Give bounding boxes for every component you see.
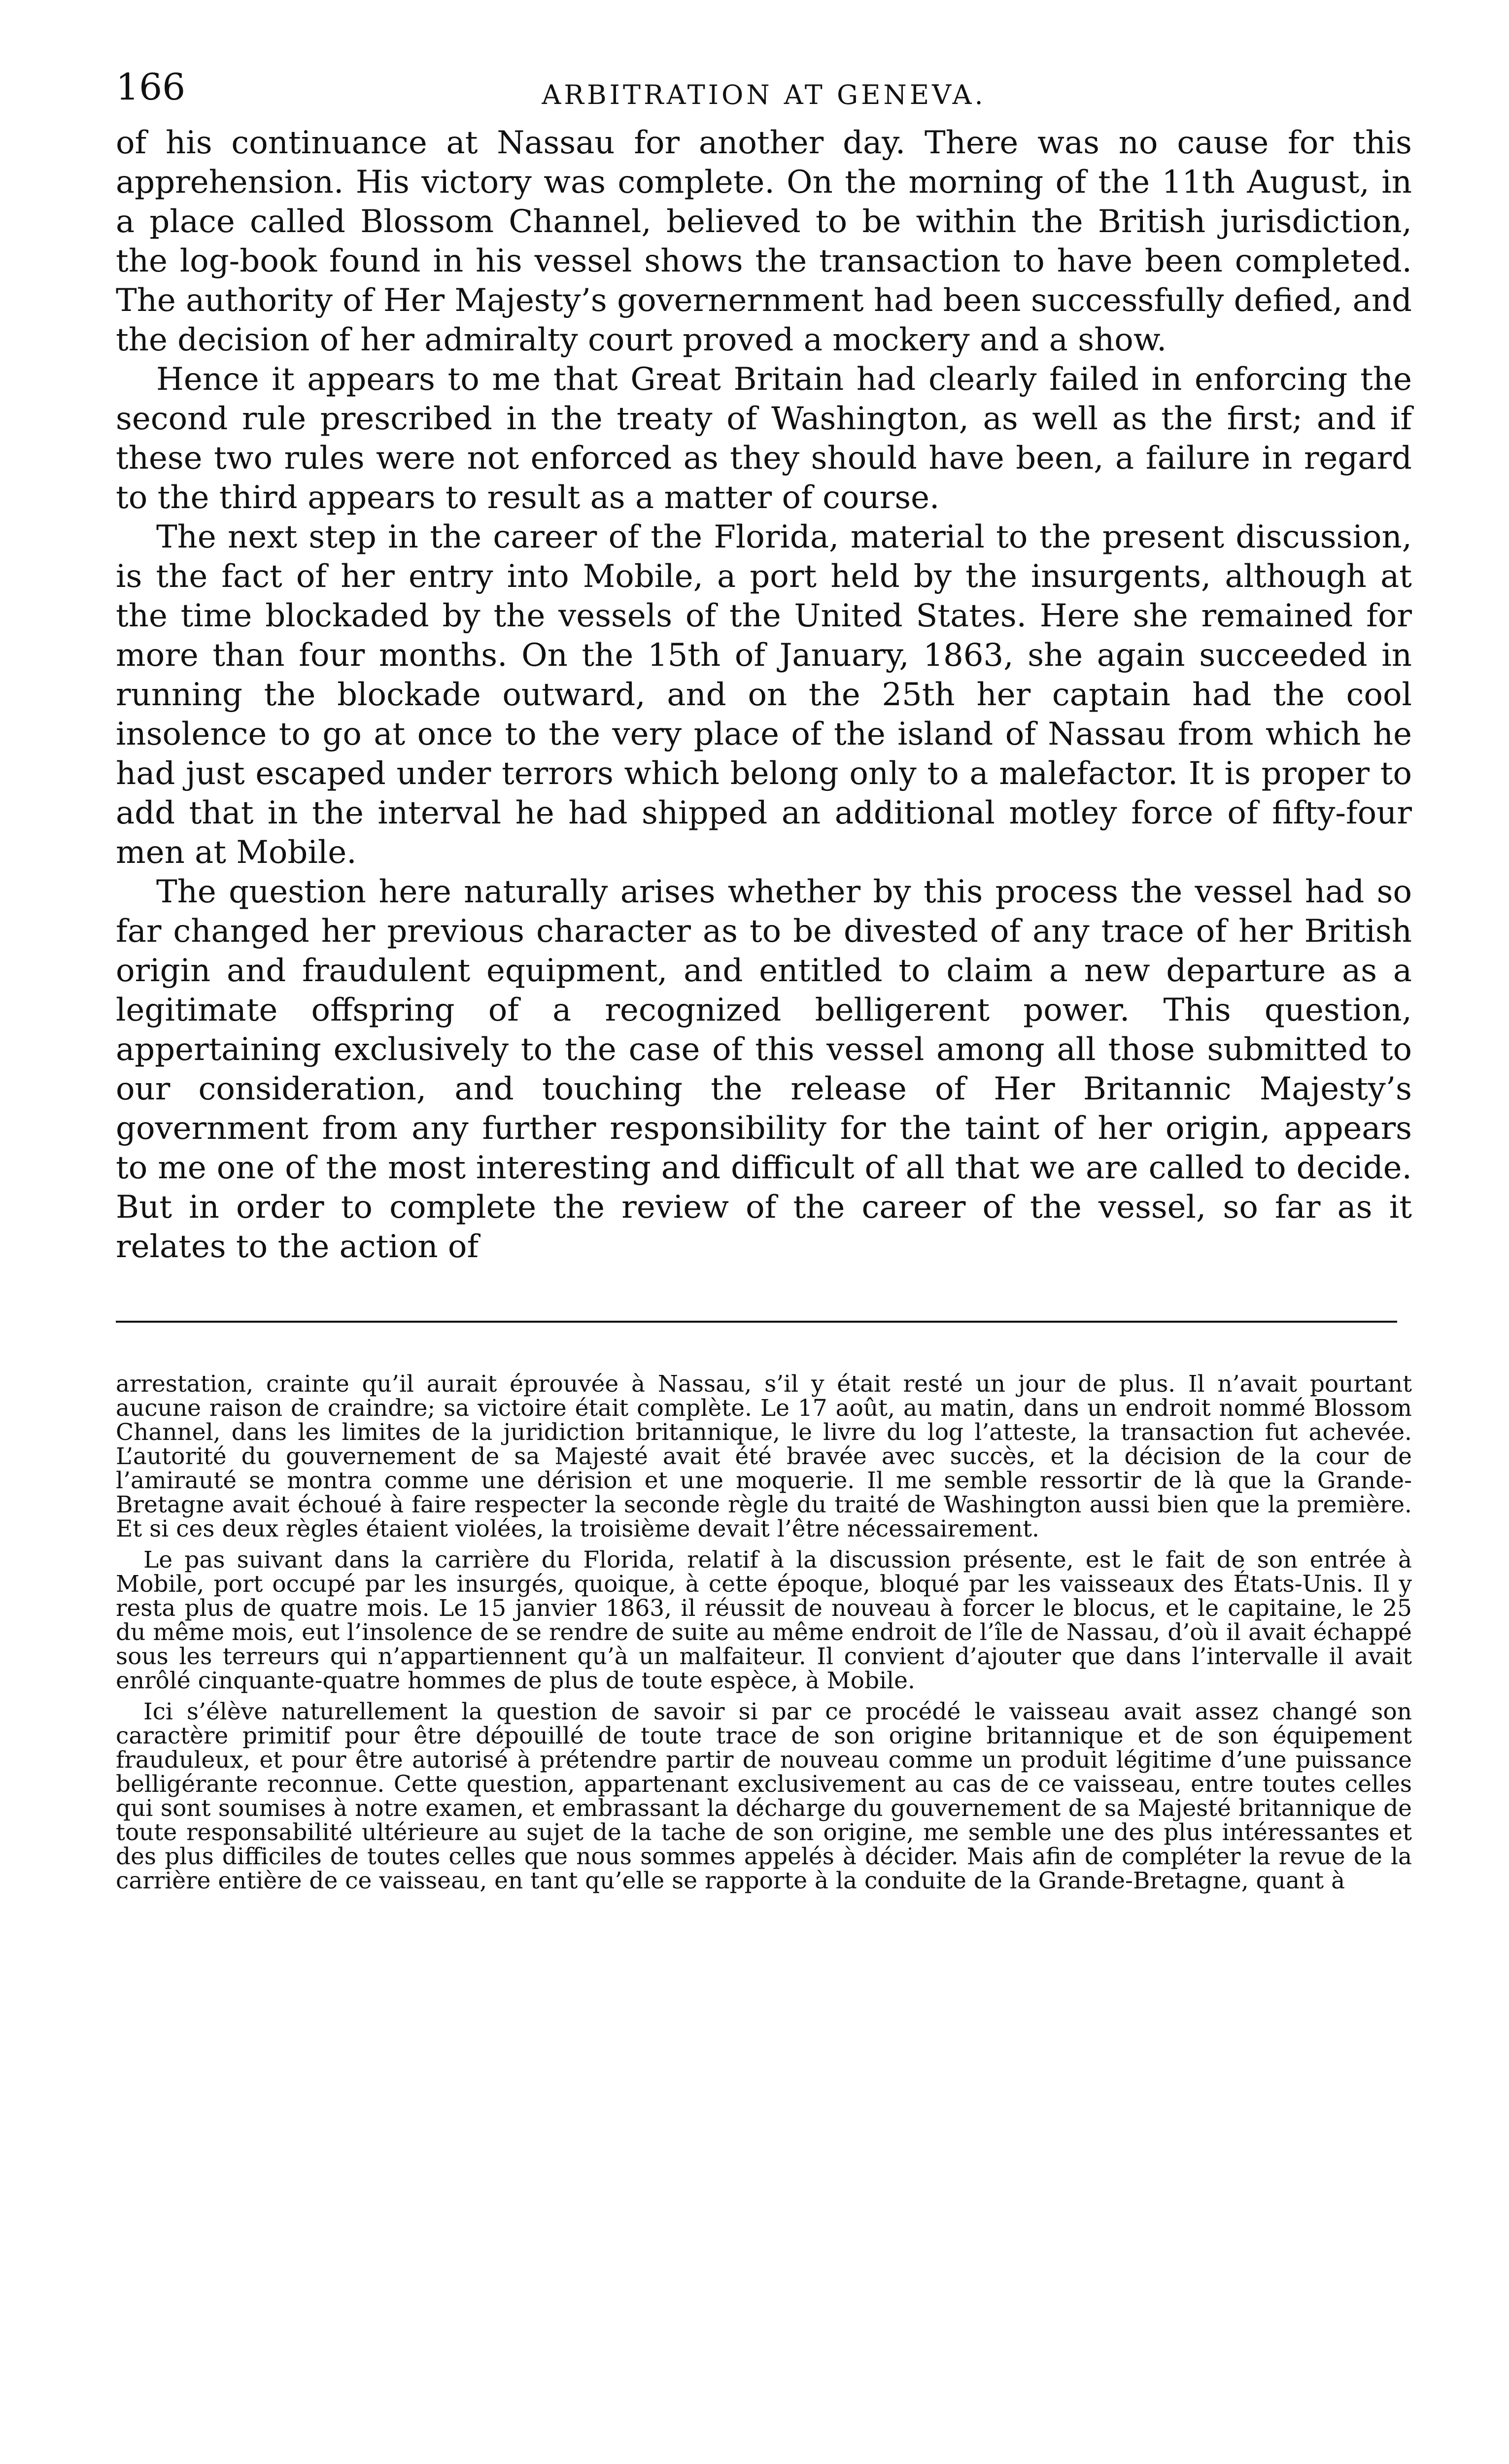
document-page	[116, 64, 1412, 2464]
main-paragraph-4: The question here naturally arises whether by this process the vessel had so far changed her previous character as to be divested of any trace of her British origin and fraudulent equipment, and entitled to claim a new departure as a legitimate offspring of a recognized belligerent power. This question, appertaining exclusively to the case of this vessel among all those submitted to our consideration, and touching the release of Her Britannic Majesty’s government from any further responsibility for the taint of her origin, appears to me one of the most interesting and difficult of all that we are called to decide. But in order to complete the review of the career of the vessel, so far as it relates to the action of	[116, 874, 1412, 1265]
footnote-paragraph-3: Ici s’élève naturellement la question de savoir si par ce procédé le vaisseau avait assez changé son caractère primitif pour être dépouillé de toute trace de son origine britannique et de son équipement frauduleux, et pour être autorisé à prétendre partir de nouveau comme un produit légitime d’une puissance belligérante reconnue. Cette question, appartenant exclusivement au cas de ce vaisseau, entre toutes celles qui sont soumises à notre examen, et embrassant la décharge du gouvernement de sa Majesté britannique de toute responsabilité ultérieure au sujet de la tache de son origine, me semble une des plus intéressantes et des plus difficiles de toutes celles que nous sommes appelés à décider. Mais afin de compléter la revue de la carrière entière de ce vaisseau, en tant qu’elle se rapporte à la conduite de la Grande-Bretagne, quant à	[116, 1698, 1412, 1894]
footnote-paragraph-2: Le pas suivant dans la carrière du Florida, relatif à la discussion présente, est le fait de son entrée à Mobile, port occupé par les insurgés, quoique, à cette époque, bloqué par les vaisseaux des États-Unis. Il y resta plus de quatre mois. Le 15 janvier 1863, il réussit de nouveau à forcer le blocus, et le capitaine, le 25 du même mois, eut l’insolence de se rendre de suite au même endroit de l’île de Nassau, d’où il avait échappé sous les terreurs qui n’appartiennent qu’à un malfaiteur. Il convient d’ajouter que dans l’intervalle il avait enrôlé cinquante-quatre hommes de plus de toute espèce, à Mobile.	[116, 1546, 1412, 1694]
french-footnote	[116, 1372, 1412, 1893]
footnote-paragraph-1: arrestation, crainte qu’il aurait éprouvée à Nassau, s’il y était resté un jour de plus. Il n’avait pourtant aucune raison de craindre; sa victoire était complète. Le 17 août, au matin, dans un endroit nommé Blossom Channel, dans les limites de la juridiction britannique, le livre du log l’atteste, la transaction fut achevée. L’autorité du gouvernement de sa Majesté avait été bravée avec succès, et la décision de la cour de l’amirauté se montra comme une dérision et une moquerie. Il me semble ressortir de là que la Grande-Bretagne avait échoué à faire respecter la seconde règle du traité de Washington aussi bien que la première. Et si ces deux règles étaient violées, la troisième devait l’être nécessairement.	[116, 1370, 1412, 1542]
main-paragraph-1: of his continuance at Nassau for another day. There was no cause for this apprehension. His victory was complete. On the morning of the 11th August, in a place called Blossom Channel, believed to be within the British jurisdiction, the log-book found in his vessel shows the transaction to have been completed. The authority of Her Majesty’s governernment had been successfully defied, and the decision of her admiralty court proved a mockery and a show.	[116, 125, 1412, 358]
main-text	[116, 123, 1412, 1266]
footnote-divider	[116, 1321, 1397, 1323]
page-number: 166	[116, 66, 186, 108]
main-paragraph-3: The next step in the career of the Florida, material to the present discussion, is the fact of her entry into Mobile, a port held by the insurgents, although at the time blockaded by the vessels of the United States. Here she remained for more than four months. On the 15th of January, 1863, she again succeeded in running the blockade outward, and on the 25th her captain had the cool insolence to go at once to the very place of the island of Nassau from which he had just escaped under terrors which belong only to a malefactor. It is proper to add that in the interval he had shipped an additional motley force of fifty-four men at Mobile.	[116, 519, 1412, 871]
main-paragraph-2: Hence it appears to me that Great Britain had clearly failed in enforcing the second rule prescribed in the treaty of Washington, as well as the first; and if these two rules were not enforced as they should have been, a failure in regard to the third appears to result as a matter of course.	[116, 361, 1412, 516]
running-title: ARBITRATION AT GENEVA.	[542, 79, 986, 110]
page-header	[116, 64, 1412, 123]
